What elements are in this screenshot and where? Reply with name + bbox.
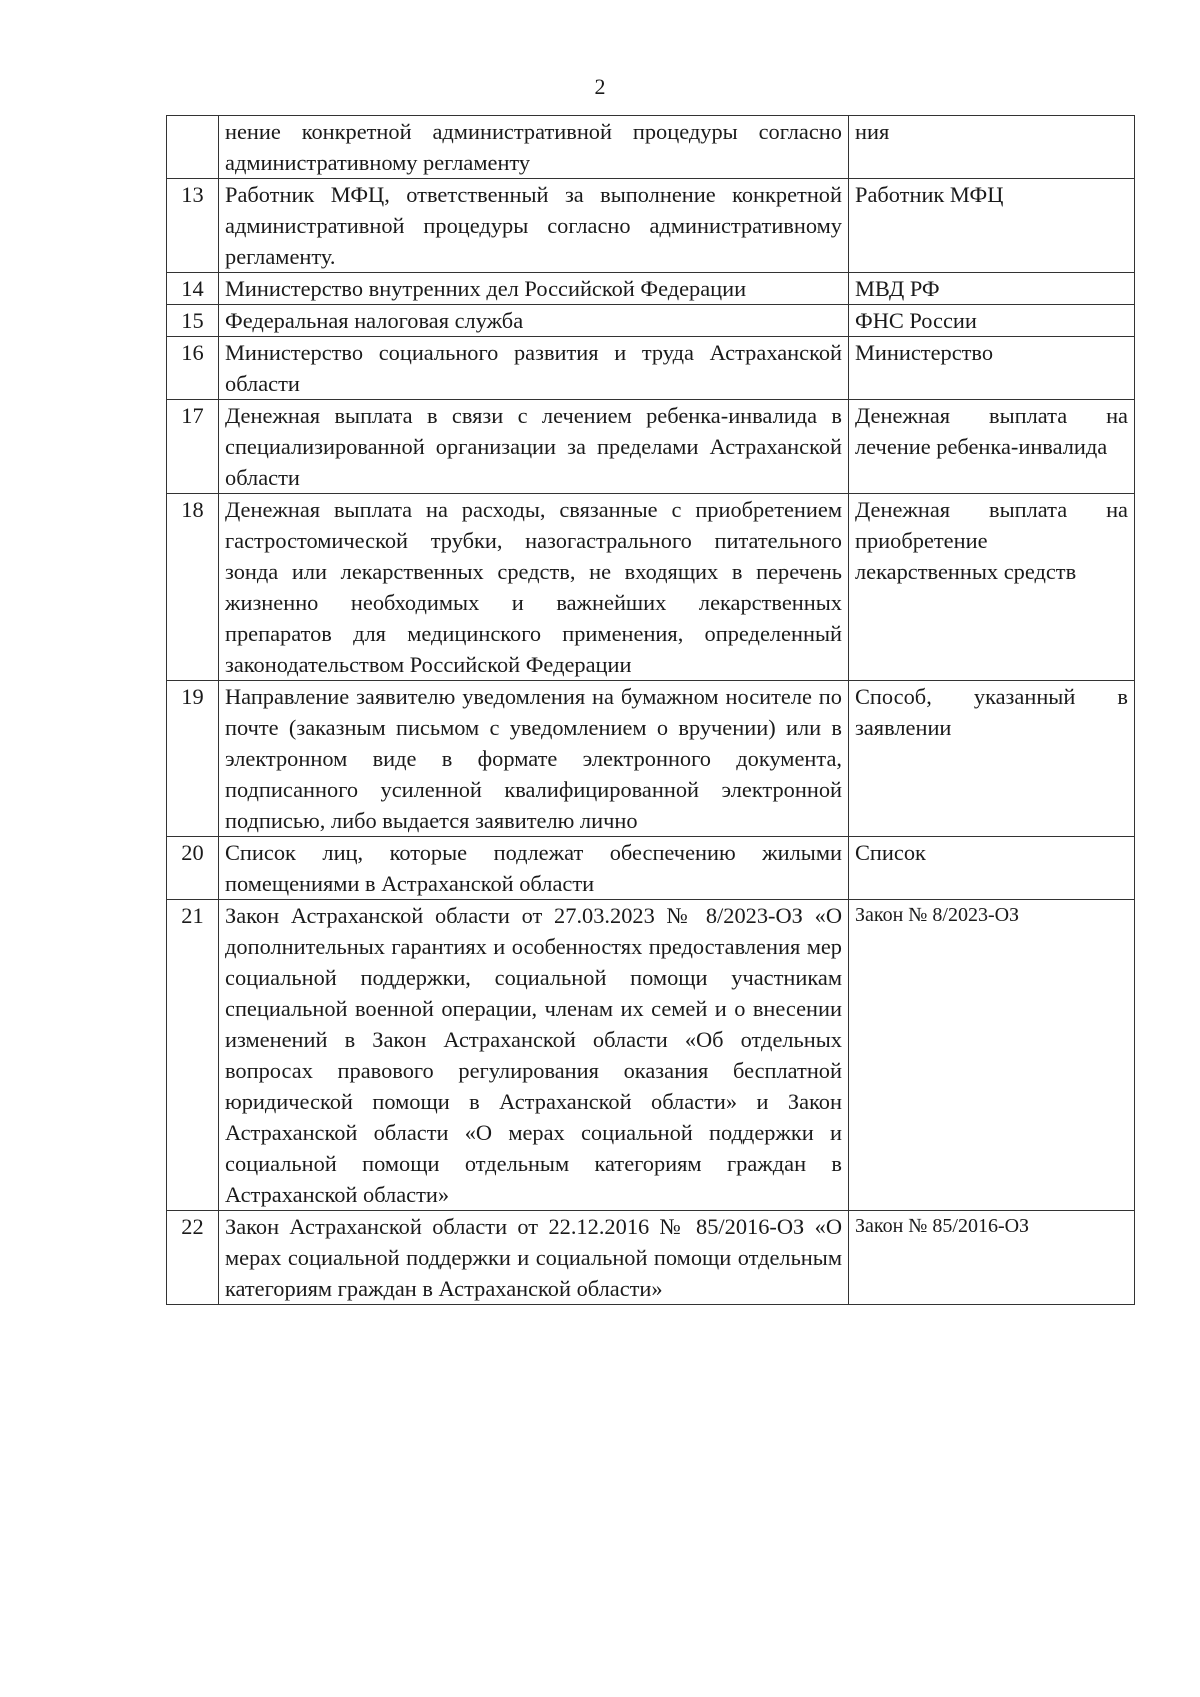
row-description: Закон Астраханской области от 22.12.2016 № 85/2016-ОЗ «О мерах социальной поддержки и социальной помощи отдельным категориям граждан в Астраханской области»: [219, 1211, 849, 1305]
table-row: [167, 494, 1135, 681]
row-number: 20: [167, 837, 219, 900]
row-number: 17: [167, 400, 219, 494]
abbreviations-table: [166, 115, 1135, 1305]
row-abbreviation: Закон № 8/2023-ОЗ: [849, 900, 1135, 1211]
row-abbreviation: Список: [849, 837, 1135, 900]
row-description: Работник МФЦ, ответственный за выполнение конкретной административной процедуры согласно административному регламенту.: [219, 179, 849, 273]
row-abbreviation: Денежная выплата на приобретение лекарственных средств: [849, 494, 1135, 681]
row-abbreviation: ФНС России: [849, 305, 1135, 337]
row-abbreviation: Министерство: [849, 337, 1135, 400]
row-abbreviation: ния: [849, 116, 1135, 179]
row-description: Министерство социального развития и труда Астраханской области: [219, 337, 849, 400]
row-description: Список лиц, которые подлежат обеспечению жилыми помещениями в Астраханской области: [219, 837, 849, 900]
table-row: [167, 179, 1135, 273]
row-description: Направление заявителю уведомления на бумажном носителе по почте (заказным письмом с уведомлением о вручении) или в электронном виде в формате электронного документа, подписанного усиленной квалифицированной электронной подписью, либо выдается заявителю лично: [219, 681, 849, 837]
row-number: 18: [167, 494, 219, 681]
row-number: 13: [167, 179, 219, 273]
row-abbreviation: Закон № 85/2016-ОЗ: [849, 1211, 1135, 1305]
row-description: Министерство внутренних дел Российской Федерации: [219, 273, 849, 305]
table-row: [167, 273, 1135, 305]
row-abbreviation: Способ, указанный в заявлении: [849, 681, 1135, 837]
row-description: Денежная выплата на расходы, связанные с приобретением гастростомической трубки, назогастрального питательного зонда или лекарственных средств, не входящих в перечень жизненно необходимых и важнейших лекарственных препаратов для медицинского применения, определенный законодательством Российской Федерации: [219, 494, 849, 681]
row-description: Федеральная налоговая служба: [219, 305, 849, 337]
row-description: нение конкретной административной процедуры согласно административному регламенту: [219, 116, 849, 179]
row-number: 19: [167, 681, 219, 837]
table-row: [167, 681, 1135, 837]
row-number: 22: [167, 1211, 219, 1305]
row-number: 14: [167, 273, 219, 305]
row-abbreviation: МВД РФ: [849, 273, 1135, 305]
row-description: Денежная выплата в связи с лечением ребенка-инвалида в специализированной организации за пределами Астраханской области: [219, 400, 849, 494]
table-row: [167, 900, 1135, 1211]
table-row: [167, 305, 1135, 337]
table-row: [167, 337, 1135, 400]
row-abbreviation: Денежная выплата на лечение ребенка-инвалида: [849, 400, 1135, 494]
page-number: 2: [594, 74, 606, 99]
row-description: Закон Астраханской области от 27.03.2023 № 8/2023-ОЗ «О дополнительных гарантиях и особенностях предоставления мер социальной поддержки, социальной помощи участникам специальной военной операции, членам их семей и о внесении изменений в Закон Астраханской области «Об отдельных вопросах правового регулирования оказания бесплатной юридической помощи в Астраханской области» и Закон Астраханской области «О мерах социальной поддержки и социальной помощи отдельным категориям граждан в Астраханской области»: [219, 900, 849, 1211]
table-row: [167, 116, 1135, 179]
row-number: 16: [167, 337, 219, 400]
row-number: [167, 116, 219, 179]
row-abbreviation: Работник МФЦ: [849, 179, 1135, 273]
row-number: 15: [167, 305, 219, 337]
table-row: [167, 837, 1135, 900]
table-row: [167, 1211, 1135, 1305]
table-row: [167, 400, 1135, 494]
row-number: 21: [167, 900, 219, 1211]
